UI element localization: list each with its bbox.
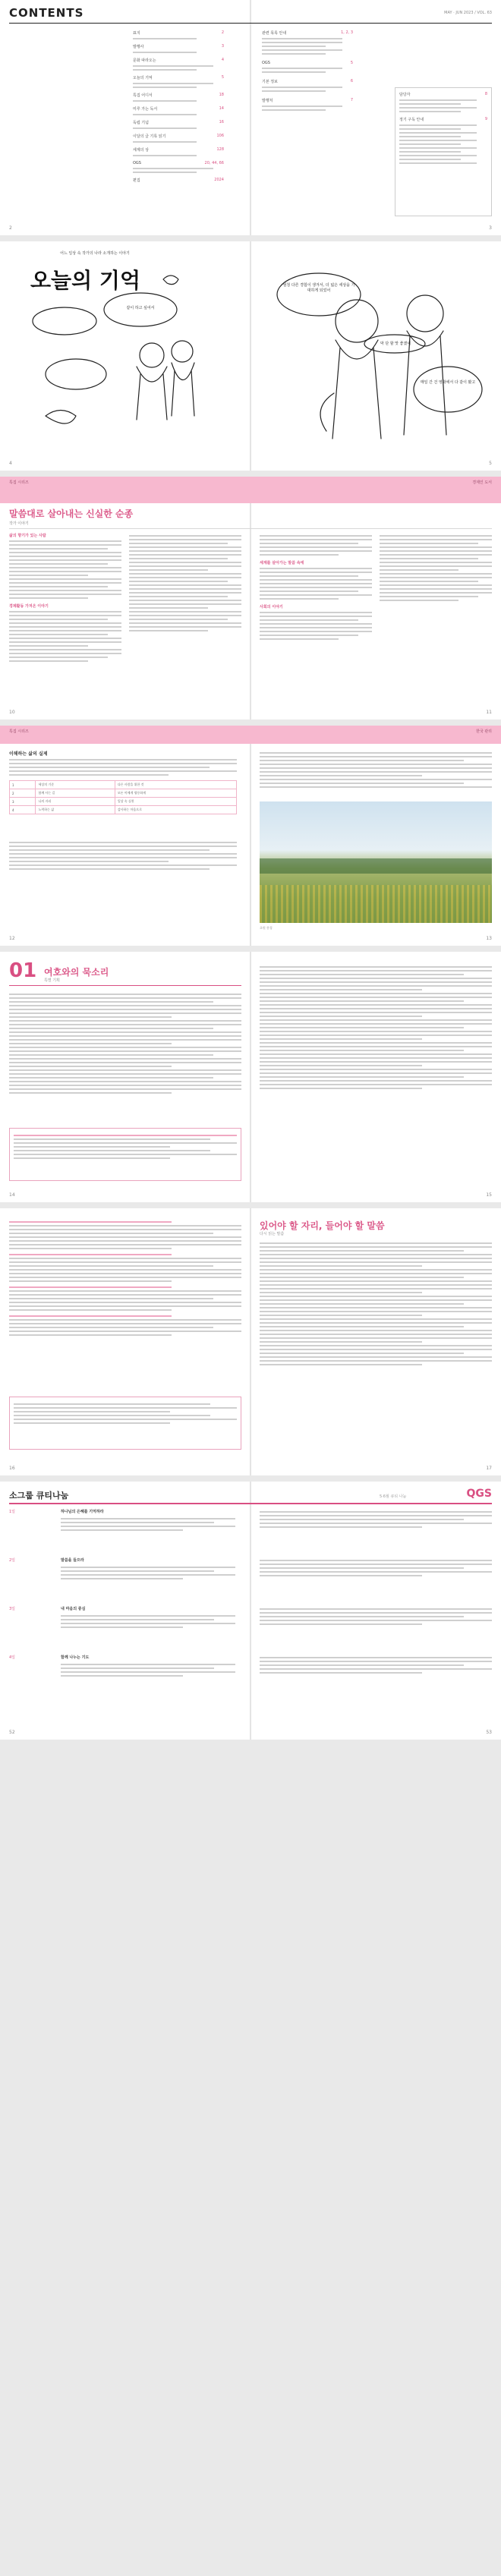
speech-bubble bbox=[414, 367, 482, 412]
note-box bbox=[9, 1397, 241, 1450]
toc-item[interactable]: 편집 2024 bbox=[133, 178, 224, 183]
article-banner: 특집 시리즈 한국 관리 bbox=[0, 726, 501, 744]
comic-header-note: 어느 일상 속 작가의 나라 소개하는 이야기 bbox=[60, 251, 130, 256]
smallgroup-spread: 소그룹 큐티나눔 5·6월 큐티 나눔 QGS 1일 하나님의 은혜를 기억하라 2일 말씀을 들으라 3일 내 마음의 중심 4일 함께 나누는 기도 52 53 bbox=[0, 1482, 501, 1740]
article-headline: 말씀대로 살아내는 신실한 순종 bbox=[9, 509, 134, 519]
character-head bbox=[172, 341, 193, 362]
toc-item[interactable]: 독립 기념 16 bbox=[133, 120, 224, 125]
comic-spread: 어느 일상 속 작가의 나라 소개하는 이야기 오늘의 기억 엄청 다른 경험이 생겨서, 더 넓은 세상을 기대하게 되었어 막 단 할 맛 좋겠어 매일 간 건 영화에서 다 같이 봤고 같이 하고 싶어서 4 5 bbox=[0, 241, 501, 471]
subscription-box bbox=[395, 87, 492, 216]
toc-mid-list bbox=[262, 30, 353, 113]
toc-item[interactable]: 문화 따라오는 4 bbox=[133, 58, 224, 63]
character-head bbox=[140, 343, 164, 367]
article-column bbox=[260, 964, 492, 1091]
toc-item[interactable]: 표지 2 bbox=[133, 30, 224, 36]
article-column bbox=[380, 533, 492, 603]
article-column bbox=[9, 991, 241, 1096]
article-column: 세계를 살아가는 말씀 속에 사회의 이야기 bbox=[260, 533, 372, 642]
article-sub: 특별 기획 bbox=[44, 978, 60, 983]
toc-item[interactable]: OGS 5 bbox=[262, 61, 353, 65]
speech-bubble bbox=[33, 307, 96, 335]
comic-drawing bbox=[0, 241, 501, 471]
toc-item[interactable]: 미루 가는 독서 14 bbox=[133, 106, 224, 112]
toc-item[interactable]: 오늘의 기억 5 bbox=[133, 75, 224, 80]
toc-item[interactable]: 발행처 7 bbox=[262, 98, 353, 103]
toc-left-list bbox=[133, 30, 224, 184]
article-sub: 다시 읽는 말씀 bbox=[260, 1232, 285, 1236]
article-spread-3: 01 여호와의 묵소리 특별 기획 14 15 bbox=[0, 952, 501, 1202]
article-column: 삶의 향기가 있는 사람 경제활동 가져온 이야기 bbox=[9, 533, 121, 664]
table-row: 2 함께 사는 길 모든 이에게 평등하게 bbox=[10, 789, 237, 798]
bubble-text: 막 단 할 맛 좋겠어 bbox=[380, 342, 411, 346]
note-box bbox=[9, 1128, 241, 1181]
smallgroup-right-note: 5·6월 큐티 나눔 bbox=[380, 1494, 407, 1499]
toc-item[interactable]: 발행사 3 bbox=[133, 44, 224, 49]
info-table bbox=[9, 780, 237, 814]
page-background bbox=[0, 1746, 501, 2576]
article-headline: 여호와의 묵소리 bbox=[44, 967, 109, 978]
article-spread-1: 특집 시리즈 경제인 도서 말씀대로 살아내는 신실한 순종 작가 이야기 삶의 향기가 있는 사람 경제활동 가져온 이야기 세계를 살아가는 말씀 속에 사회의 이야기 10 11 bbox=[0, 477, 501, 720]
speech-bubble bbox=[46, 359, 106, 389]
smallgroup-title: 소그룹 큐티나눔 bbox=[9, 1491, 69, 1501]
bubble-text: 같이 하고 싶어서 bbox=[126, 306, 155, 310]
speech-bubble bbox=[277, 273, 361, 316]
article-byline: 작가 이야기 bbox=[9, 521, 29, 526]
toc-item[interactable]: 담당자 8 bbox=[399, 92, 487, 97]
article-column bbox=[260, 750, 492, 790]
issue-info: MAY · JUN 2023 / VOL. 63 bbox=[444, 11, 492, 15]
bubble-text: 엄청 다른 경험이 생겨서, 더 넓은 세상을 기대하게 되었어 bbox=[282, 283, 355, 293]
article-column bbox=[260, 1240, 492, 1368]
article-spread-4: 있어야 할 자리, 들어야 할 말씀 다시 읽는 말씀 16 17 bbox=[0, 1208, 501, 1475]
toc-item[interactable]: 정기 구독 안내 9 bbox=[399, 117, 487, 122]
table-row: 1 세상의 기준 다른 사람을 위한 것 bbox=[10, 781, 237, 789]
article-column bbox=[9, 839, 237, 872]
article-column: 이해하는 삶의 실제 bbox=[9, 750, 237, 778]
table-row: 3 나의 자리 일상 속 실천 bbox=[10, 798, 237, 806]
article-banner: 특집 시리즈 경제인 도서 bbox=[0, 477, 501, 503]
toc-item[interactable]: OGS 20, 44, 66 bbox=[133, 161, 224, 165]
article-column bbox=[9, 1219, 241, 1338]
character-head bbox=[336, 300, 378, 342]
smallgroup-right-title: QGS bbox=[466, 1488, 492, 1500]
character-head bbox=[407, 295, 443, 332]
toc-item[interactable]: 기본 정보 6 bbox=[262, 79, 353, 84]
contents-title: CONTENTS bbox=[9, 6, 84, 20]
article-column bbox=[129, 533, 241, 634]
article-spread-2: 특집 시리즈 한국 관리 이해하는 삶의 실제 1 세상의 기준 다른 사람을 위한 것 2 함께 사는 길 모든 이에게 평등하게 3 나의 자리 일상 속 실천 4 노력하는 삶 감사하는 마음으로 초원 풍경 12 13 bbox=[0, 726, 501, 946]
toc-item[interactable]: 특집 어디서 18 bbox=[133, 93, 224, 98]
toc-item[interactable]: 이달의 글 기록 읽기 106 bbox=[133, 134, 224, 139]
bubble-text: 매일 간 건 영화에서 다 같이 봤고 bbox=[420, 380, 476, 385]
table-row: 4 노력하는 삶 감사하는 마음으로 bbox=[10, 806, 237, 814]
article-number: 01 bbox=[9, 959, 37, 982]
photo-caption: 초원 풍경 bbox=[260, 926, 273, 930]
contents-spread: CONTENTS MAY · JUN 2023 / VOL. 63 표지 2 발행사 3 문화 따라오는 4 오늘의 기억 5 특집 어디서 18 미루 가는 독서 14 독립 기념 16 이달의 글 기록 읽기 106 세계의 상 128 OGS 20, 44, 66 편집 2024 관련 목록 안내 1, 2, 3 OGS 5 기본 정보 6 발행처 7 담당자 8 정기 구독 안내 9 2 3 bbox=[0, 0, 501, 235]
landscape-photo bbox=[260, 801, 492, 923]
toc-item[interactable]: 관련 목록 안내 1, 2, 3 bbox=[262, 30, 353, 36]
article-headline: 있어야 할 자리, 들어야 할 말씀 bbox=[260, 1220, 385, 1231]
toc-item[interactable]: 세계의 상 128 bbox=[133, 147, 224, 153]
comic-title: 오늘의 기억 bbox=[30, 268, 140, 293]
